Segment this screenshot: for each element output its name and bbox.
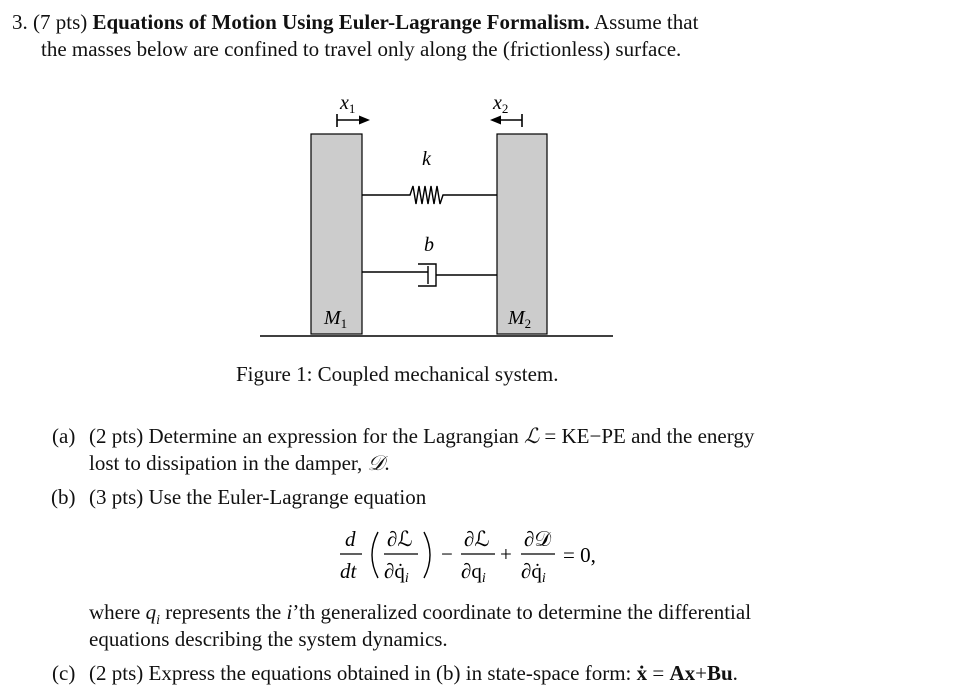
eq-partial-D: ∂𝒟	[524, 527, 552, 551]
eq-d: d	[345, 527, 356, 551]
period: .	[384, 451, 390, 475]
eq-minus: −	[441, 542, 453, 566]
eq-dt: dt	[340, 559, 357, 583]
i-symbol: i	[286, 600, 293, 624]
eq-partial-qdot-2: ∂q̇i	[521, 559, 546, 586]
part-a-text1: Determine an expression for the Lagrangian	[148, 424, 519, 448]
part-b-points: (3 pts)	[89, 485, 144, 509]
problem-number: 3.	[12, 10, 28, 34]
problem-points: (7 pts)	[33, 10, 88, 34]
mass-m2	[497, 134, 547, 334]
part-a-points: (2 pts)	[89, 424, 144, 448]
q-subscript: i	[156, 613, 160, 629]
spring-label: k	[422, 148, 431, 170]
x1-label: $x_1$	[340, 92, 356, 116]
part-b-where-line2: equations describing the system dynamics.	[89, 627, 448, 651]
bu-term: Bu	[706, 661, 733, 685]
spring	[362, 186, 497, 204]
eq-partial-q: ∂qi	[461, 559, 486, 586]
part-b-label: (b)	[51, 485, 76, 509]
problem-title: Equations of Motion Using Euler-Lagrange Formalism.	[92, 10, 590, 34]
where-text-1: where	[89, 600, 141, 624]
problem-intro-line2: the masses below are confined to travel only along the (frictionless) surface.	[41, 37, 682, 61]
damper	[362, 264, 497, 286]
figure-caption: Figure 1: Coupled mechanical system.	[236, 362, 559, 386]
plus-sign-c: +	[695, 661, 707, 685]
ke-term: KE	[561, 424, 590, 448]
ax-term: Ax	[669, 661, 696, 685]
part-a-line2	[89, 450, 390, 477]
where-text-2: represents the	[165, 600, 282, 624]
mass-m1	[311, 134, 362, 334]
x2-label: $x_2$	[493, 92, 509, 116]
lagrangian-symbol: ℒ	[524, 424, 540, 448]
eq-partial-L-2: ∂ℒ	[464, 527, 490, 551]
q-symbol: q	[145, 600, 157, 624]
dissipation-symbol: 𝒟	[367, 451, 385, 475]
equals-sign: =	[544, 424, 557, 448]
eq-partial-L: ∂ℒ	[387, 527, 413, 551]
euler-lagrange-equation	[0, 522, 955, 592]
part-b-line1	[89, 484, 426, 511]
part-c-text: Express the equations obtained in (b) in state-space form:	[148, 661, 632, 685]
part-c-points: (2 pts)	[89, 661, 144, 685]
pe-term: PE	[601, 424, 626, 448]
eq-rhs: = 0,	[563, 543, 596, 567]
where-text-3: ’th generalized coordinate to determine the differential	[292, 600, 752, 624]
damper-label: b	[424, 234, 434, 256]
xdot-symbol: ẋ	[636, 661, 648, 685]
problem-intro-line1: Assume that	[594, 10, 699, 34]
part-a-line1	[89, 423, 754, 450]
minus-sign: −	[589, 424, 602, 448]
part-a-line2-text: lost to dissipation in the damper,	[89, 451, 363, 475]
eq-partial-qdot-1: ∂q̇i	[384, 559, 409, 586]
part-a-text2: and the energy	[631, 424, 755, 448]
period-c: .	[732, 661, 738, 685]
part-c-label: (c)	[52, 661, 76, 685]
part-b-text: Use the Euler-Lagrange equation	[148, 485, 427, 509]
eq-plus: +	[500, 542, 512, 566]
part-c-line1	[89, 660, 738, 687]
m2-label: $M_2$	[508, 307, 532, 331]
part-a-label: (a)	[52, 424, 76, 448]
m1-label: $M_1$	[324, 307, 348, 331]
equals-sign-c: =	[652, 661, 665, 685]
